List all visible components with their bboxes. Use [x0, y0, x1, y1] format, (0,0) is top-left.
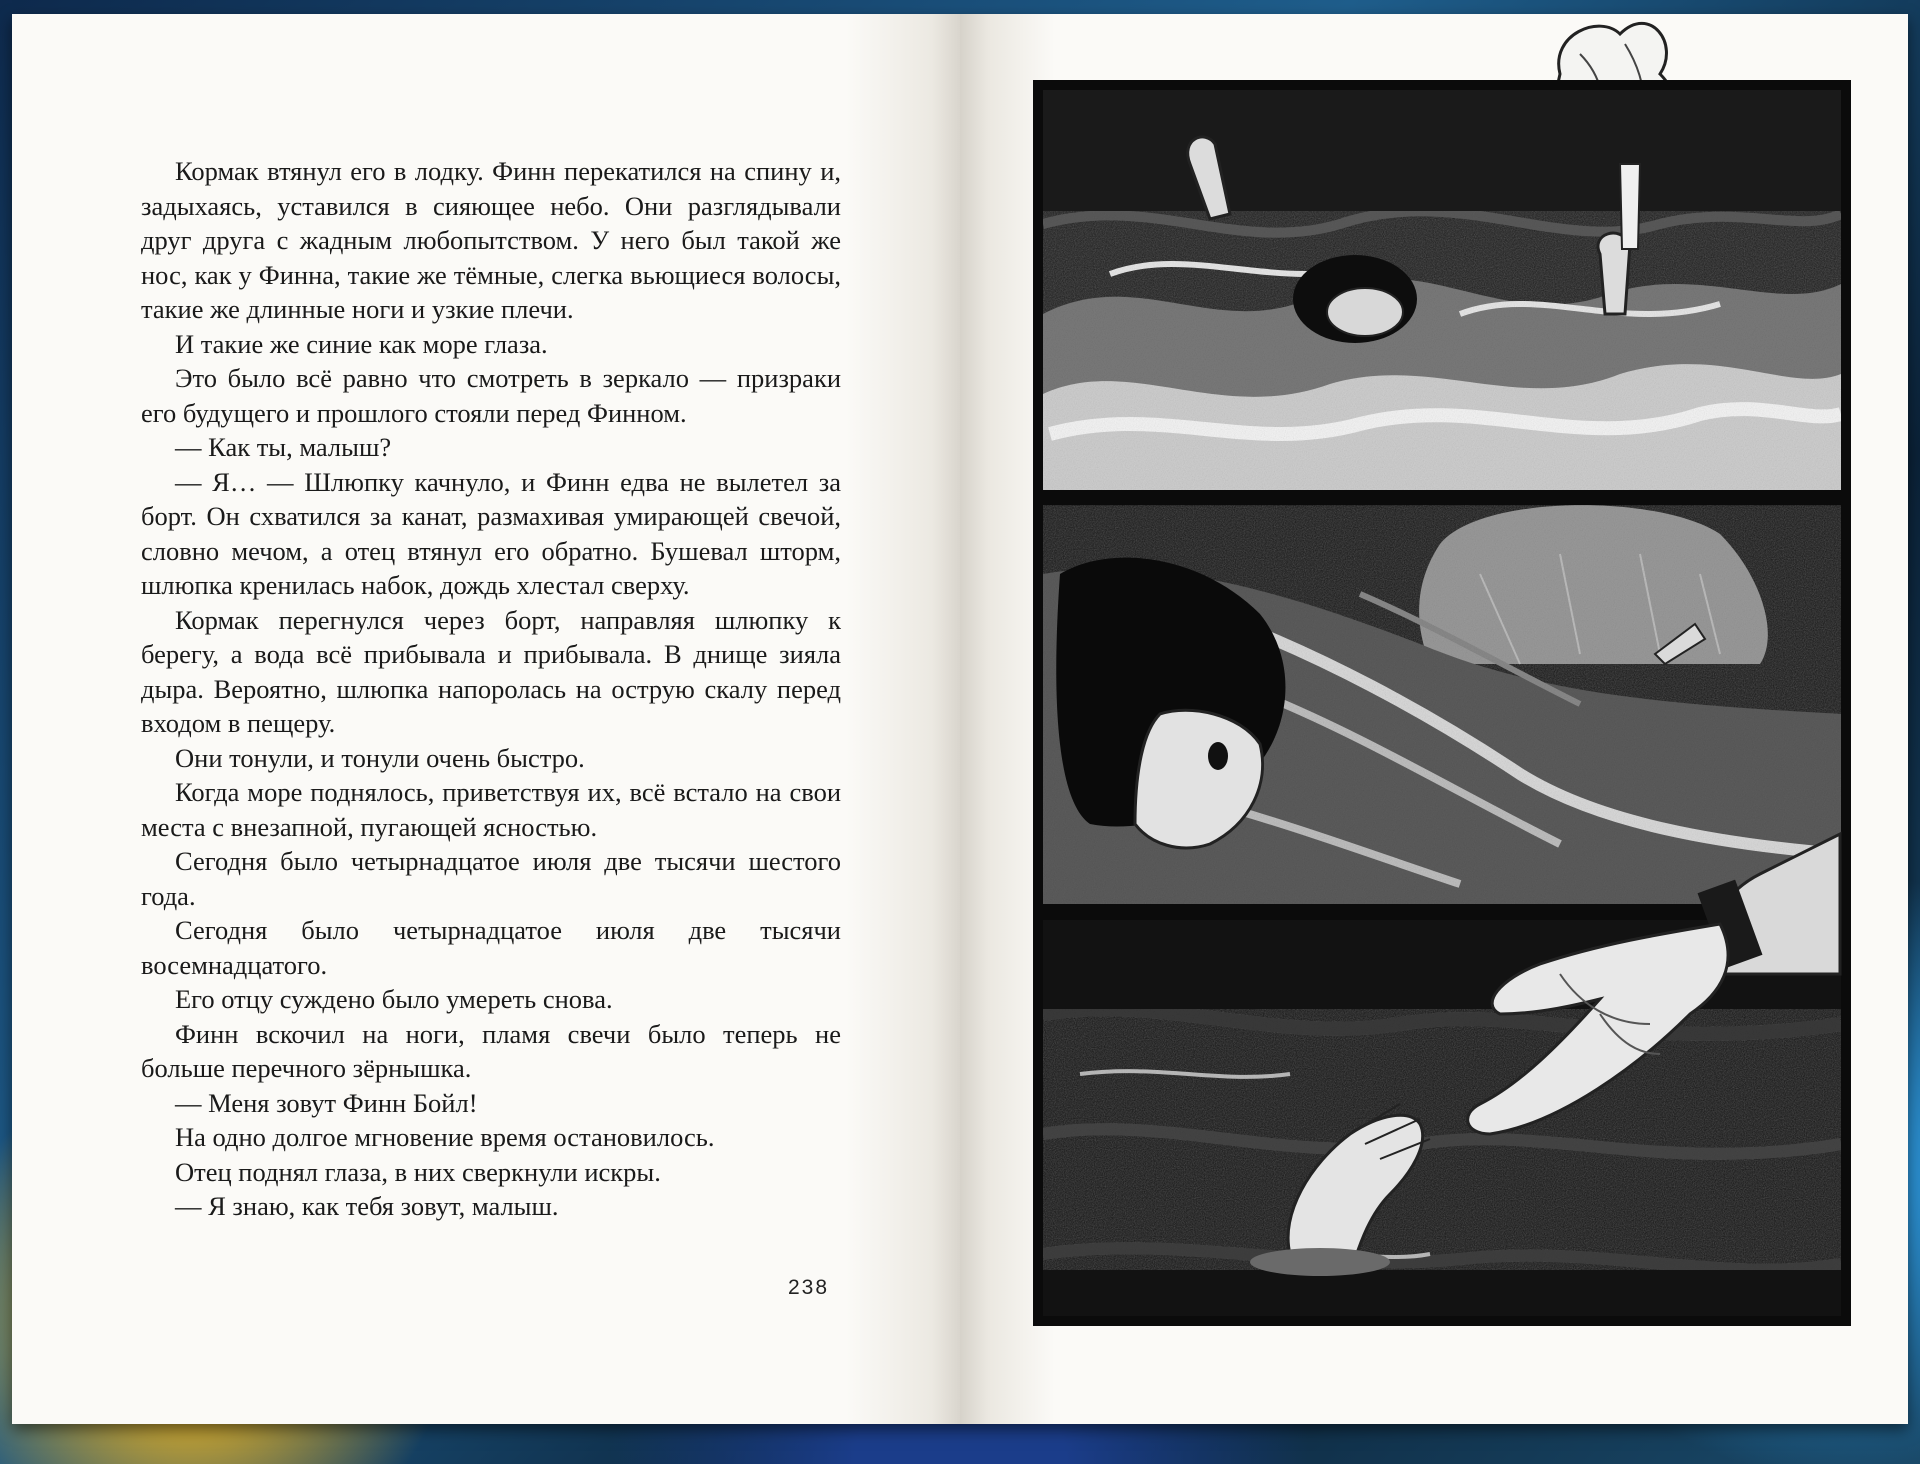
- paragraph: — Меня зовут Финн Бойл!: [175, 1087, 478, 1118]
- paragraph: Сегодня было четырнадцатое июля две тысячи восемнадцатого.: [141, 915, 841, 980]
- paragraph: Кормак перегнулся через борт, направляя шлюпку к берегу, а вода всё прибывала и прибывала. В днище зияла дыра. Вероятно, шлюпка напоролась на острую скалу перед входом в пещеру.: [141, 604, 841, 738]
- panel-2-wave-boy: [1043, 505, 1841, 904]
- paragraph: — Я знаю, как тебя зовут, малыш.: [175, 1191, 559, 1221]
- panel-1-drowning: [1043, 90, 1841, 490]
- page-number: 238: [788, 1276, 830, 1299]
- paragraph: Кормак втянул его в лодку. Финн перекатился на спину и, задыхаясь, уставился в сияющее небо. Они разглядывали друг друга с жадным любопытством. У него был такой же нос, как у Финна, такие же тёмные, слегка вьющиеся волосы, такие же длинные ноги и узкие плечи.: [141, 156, 841, 324]
- paragraph: — Я… — Шлюпку качнуло, и Финн едва не вылетел за борт. Он схватился за канат, размахивая умирающей свечой, словно мечом, а отец втянул его обратно. Бушевал шторм, шлюпка кренилась набок, дождь хлестал сверху.: [141, 466, 841, 600]
- comic-illustration: [960, 14, 1908, 1424]
- paragraph: Это было всё равно что смотреть в зеркало — призраки его будущего и прошлого стояли перед Финном.: [141, 363, 841, 428]
- left-page: [12, 14, 960, 1424]
- paragraph: Его отцу суждено было умереть снова.: [175, 984, 613, 1014]
- paragraph: Сегодня было четырнадцатое июля две тысячи шестого года.: [141, 846, 841, 911]
- book-spread: [12, 14, 1908, 1424]
- paragraph: Когда море поднялось, приветствуя их, всё встало на свои места с внезапной, пугающей ясностью.: [141, 777, 841, 842]
- paragraph: На одно долгое мгновение время остановилось.: [175, 1122, 715, 1152]
- prose-text: [141, 154, 841, 1224]
- right-page: [960, 14, 1908, 1424]
- paragraph: Финн вскочил на ноги, пламя свечи было теперь не больше перечного зёрнышка.: [141, 1018, 841, 1083]
- paragraph: — Как ты, малыш?: [175, 432, 392, 462]
- paragraph: И такие же синие как море глаза.: [175, 328, 548, 359]
- paragraph: Отец поднял глаза, в них сверкнули искры.: [175, 1156, 661, 1187]
- paragraph: Они тонули, и тонули очень быстро.: [175, 742, 585, 773]
